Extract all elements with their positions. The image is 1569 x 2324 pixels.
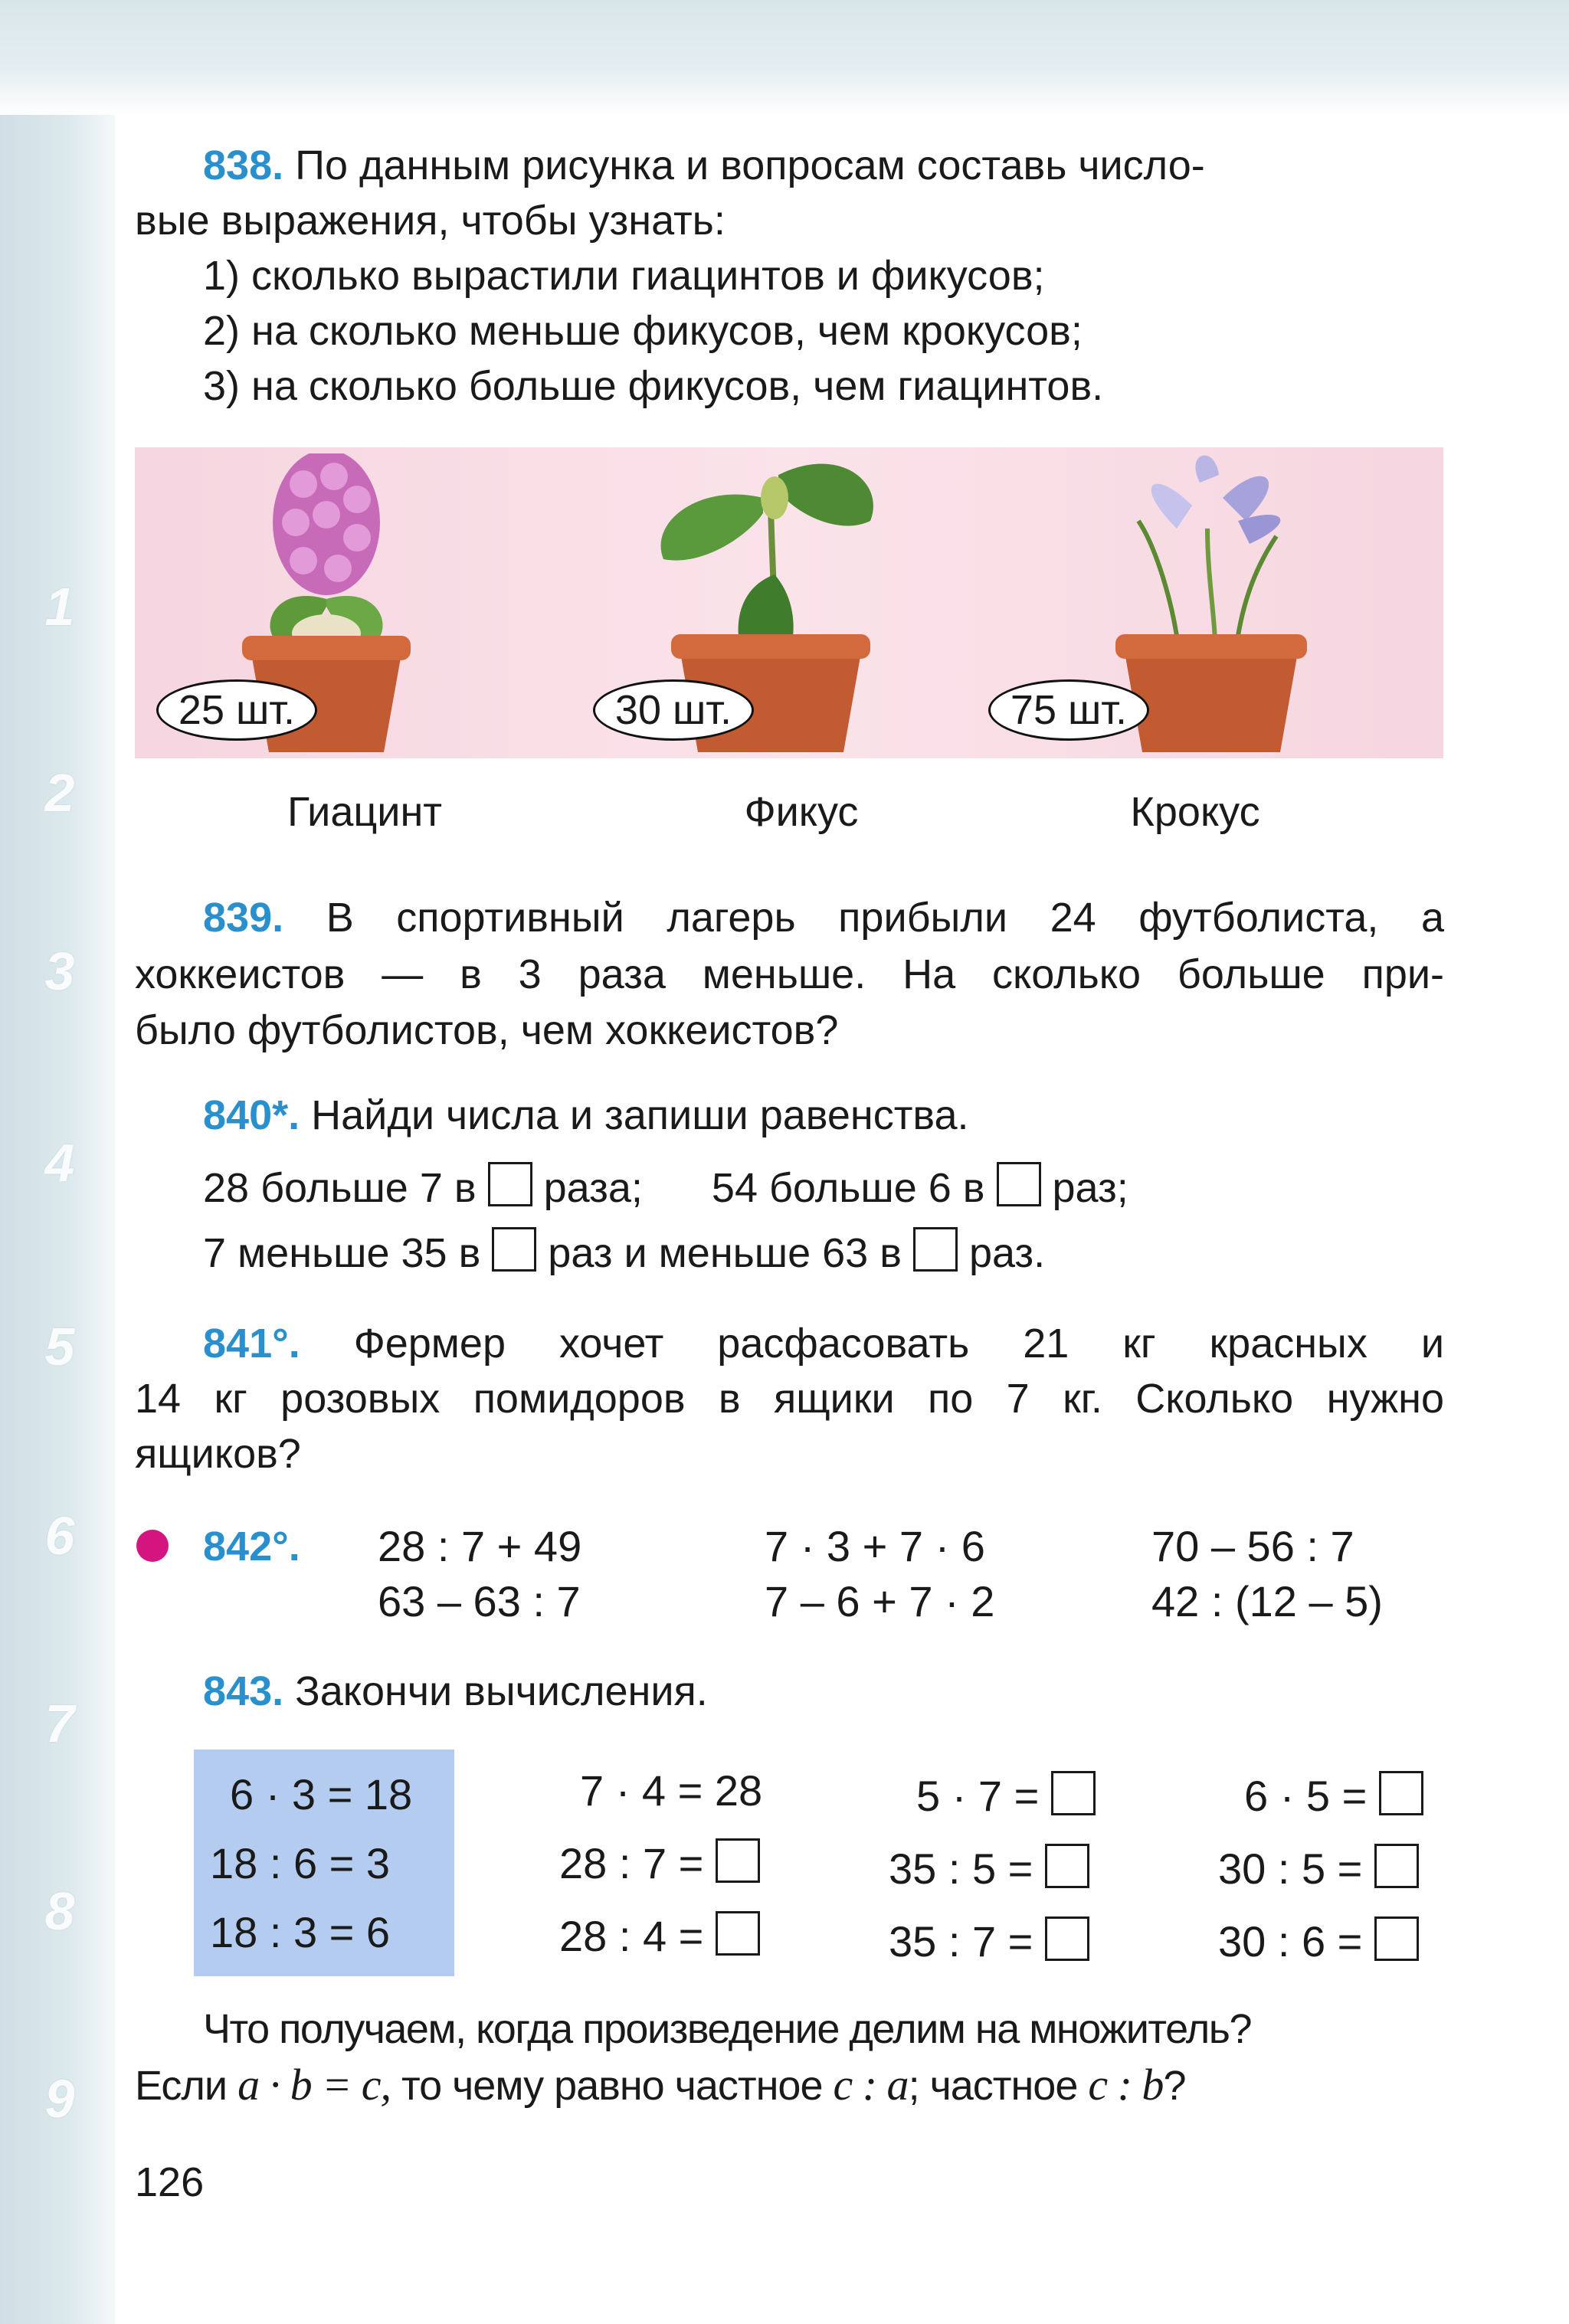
chapter-marker: 4 [44,1133,75,1193]
task-839-line2: хоккеистов — в 3 раза меньше. На сколько больше при- [135,951,1444,997]
expression: 7 · 3 + 7 · 6 [765,1522,985,1570]
sample-equation: 6 · 3 = 18 [230,1770,413,1818]
equation: 35 : 7 = [889,1914,1089,1969]
task-839-line3: было футболистов, чем хоккеистов? [135,1007,839,1053]
plants-illustration [135,447,1443,758]
answer-box[interactable] [488,1162,532,1206]
task-841-line2: 14 кг розовых помидоров в ящики по 7 кг. Сколько нужно [135,1376,1444,1422]
hyacinth-count: 25 шт. [156,679,317,741]
answer-box[interactable] [913,1227,958,1272]
sample-equation: 18 : 3 = 6 [210,1908,391,1956]
equation: 5 · 7 = [916,1769,1096,1824]
expression: 63 – 63 : 7 [378,1577,581,1625]
task-839-number: 839. [203,895,284,941]
task-838-line1: 838. По данным рисунка и вопросам составь число- [203,142,1205,188]
expression: 70 – 56 : 7 [1151,1522,1354,1570]
answer-box[interactable] [1045,1916,1089,1961]
chapter-marker: 2 [44,763,75,823]
ficus-count: 30 шт. [593,679,754,741]
expression: 28 : 7 + 49 [378,1522,582,1570]
answer-box[interactable] [716,1838,760,1883]
task-838-question-3: 3) на сколько больше фикусов, чем гиацинтов. [203,363,1104,409]
chapter-marker: 1 [44,577,75,637]
task-843-question-line2: Если a · b = c, то чему равно частное c : a; частное c : b? [135,2060,1186,2110]
equation: 30 : 5 = [1218,1841,1419,1897]
task-841-number: 841°. [203,1321,300,1367]
chapter-marker: 9 [44,2069,75,2129]
equation: 35 : 5 = [889,1841,1089,1897]
answer-box[interactable] [1374,1916,1419,1961]
task-839-line1: 839. В спортивный лагерь прибыли 24 футболиста, а [203,895,1444,941]
equation: 6 · 5 = [1244,1769,1423,1824]
equation: 30 : 6 = [1218,1914,1419,1969]
answer-box[interactable] [1374,1844,1419,1888]
chapter-marker: 7 [44,1694,75,1753]
hyacinth-label: Гиацинт [287,789,443,835]
chapter-marker: 5 [44,1317,75,1376]
task-838-number: 838. [203,142,284,188]
task-842-number: 842°. [203,1524,300,1570]
equation: 28 : 7 = [559,1836,760,1891]
answer-box[interactable] [1045,1844,1089,1888]
equation: 7 · 4 = 28 [580,1766,763,1815]
answer-box[interactable] [1051,1771,1096,1815]
task-843-question-line1: Что получаем, когда произведение делим на множитель? [203,2006,1251,2052]
top-band [0,0,1569,115]
task-838-question-2: 2) на сколько меньше фикусов, чем крокусов; [203,308,1083,354]
answer-box[interactable] [716,1911,760,1956]
chapter-marker: 6 [44,1506,75,1566]
ficus-label: Фикус [744,789,859,835]
equation: 28 : 4 = [559,1909,760,1964]
task-840-title: 840*. Найди числа и запиши равенства. [203,1092,969,1138]
chapter-marker: 3 [44,941,75,1001]
task-838-line2: вые выражения, чтобы узнать: [135,198,726,244]
task-843-title: 843. Закончи вычисления. [203,1668,708,1714]
sample-equation: 18 : 6 = 3 [210,1839,391,1887]
chapter-marker: 8 [44,1881,75,1941]
task-840-row1: 28 больше 7 в раза; 54 больше 6 в раз; [203,1160,1128,1216]
expression: 7 – 6 + 7 · 2 [765,1577,995,1625]
answer-box[interactable] [1379,1771,1423,1815]
answer-box[interactable] [997,1162,1041,1206]
marker-dot [136,1530,169,1562]
task-841-line3: ящиков? [135,1431,301,1477]
task-838-question-1: 1) сколько вырастили гиацинтов и фикусов; [203,253,1045,299]
task-843-number: 843. [203,1668,284,1714]
task-840-number: 840*. [203,1092,300,1138]
expression: 42 : (12 – 5) [1151,1577,1383,1625]
chapter-sidebar [0,115,115,2324]
crocus-label: Крокус [1130,789,1260,835]
task-840-row2: 7 меньше 35 в раз и меньше 63 в раз. [203,1226,1045,1281]
crocus-count: 75 шт. [988,679,1149,741]
page-number: 126 [135,2159,205,2205]
answer-box[interactable] [492,1227,536,1272]
task-841-line1: 841°. Фермер хочет расфасовать 21 кг красных и [203,1321,1444,1367]
